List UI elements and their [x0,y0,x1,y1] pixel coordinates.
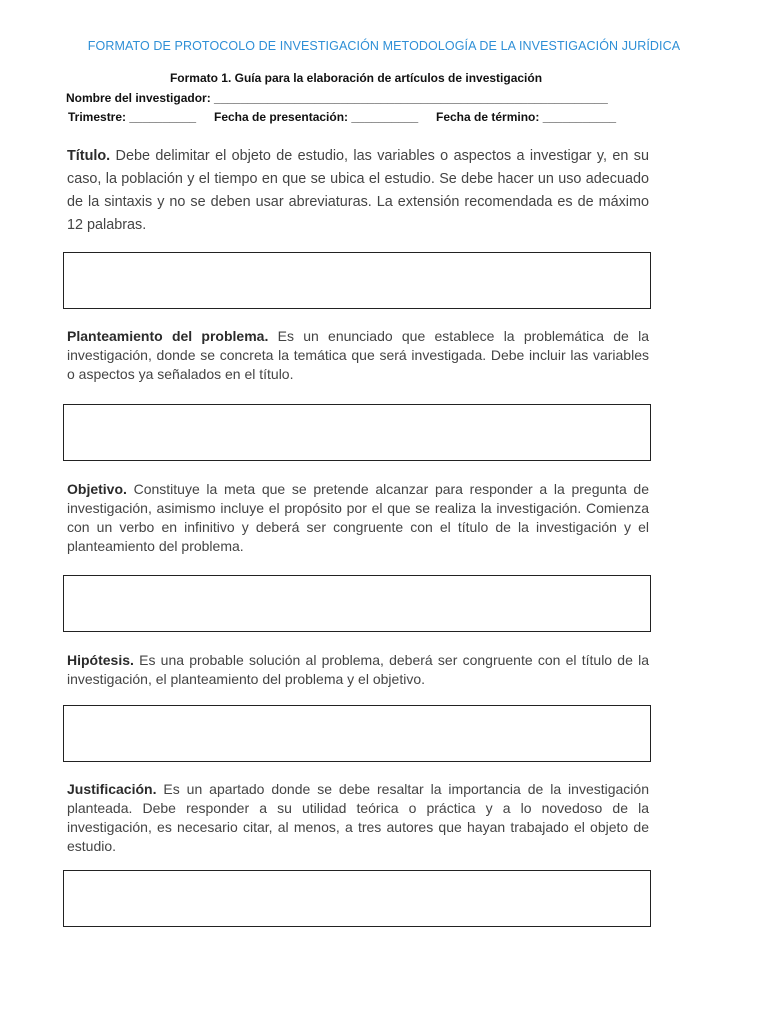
titulo-section-text [67,145,649,237]
planteamiento-answer-box[interactable] [63,404,651,461]
trimestre-field: Trimestre: __________ [68,110,197,124]
objetivo-lead: Objetivo. [67,481,127,497]
hipotesis-answer-box[interactable] [63,705,651,762]
justificacion-lead: Justificación. [67,781,157,797]
justificacion-section-text [67,780,649,856]
planteamiento-lead: Planteamiento del problema. [67,328,269,344]
investigator-name-field: Nombre del investigador: ___________________________________________________________ [66,91,608,105]
justificacion-answer-box[interactable] [63,870,651,927]
objetivo-body: Constituye la meta que se pretende alcanzar para responder a la pregunta de investigación, asimismo incluye el propósito por el que se realiza la investigación. Comienza con un verbo en infinitivo y deberá ser congruente con el título de la investigación y el planteamiento del problema. [67,481,649,554]
titulo-body: Debe delimitar el objeto de estudio, las variables o aspectos a investigar y, en su caso, la población y el tiempo en que se ubica el estudio. Se debe hacer un uso adecuado de la sintaxis y no se deben usar abreviaturas. La extensión recomendada es de máximo 12 palabras. [67,148,649,233]
hipotesis-section-text [67,651,649,689]
form-title: Formato 1. Guía para la elaboración de artículos de investigación [169,71,543,85]
hipotesis-lead: Hipótesis. [67,652,134,668]
end-date-field: Fecha de término: ___________ [436,110,617,124]
titulo-answer-box[interactable] [63,252,651,309]
planteamiento-body: Es un enunciado que establece la problemática de la investigación, donde se concreta la temática que será investigada. Debe incluir las variables o aspectos ya señalados en el título. [67,328,649,382]
objetivo-answer-box[interactable] [63,575,651,632]
document-header-title: FORMATO DE PROTOCOLO DE INVESTIGACIÓN METODOLOGÍA DE LA INVESTIGACIÓN JURÍDICA [87,39,681,53]
hipotesis-body: Es una probable solución al problema, deberá ser congruente con el título de la investigación, el planteamiento del problema y el objetivo. [67,652,649,687]
justificacion-body: Es un apartado donde se debe resaltar la importancia de la investigación planteada. Debe responder a su utilidad teórica o práctica y a lo novedoso de la investigación, es necesario citar, al menos, a tres autores que hayan trabajado el objeto de estudio. [67,781,649,854]
planteamiento-section-text [67,327,649,384]
titulo-lead: Título. [67,148,111,164]
objetivo-section-text [67,480,649,556]
presentation-date-field: Fecha de presentación: __________ [214,110,419,124]
